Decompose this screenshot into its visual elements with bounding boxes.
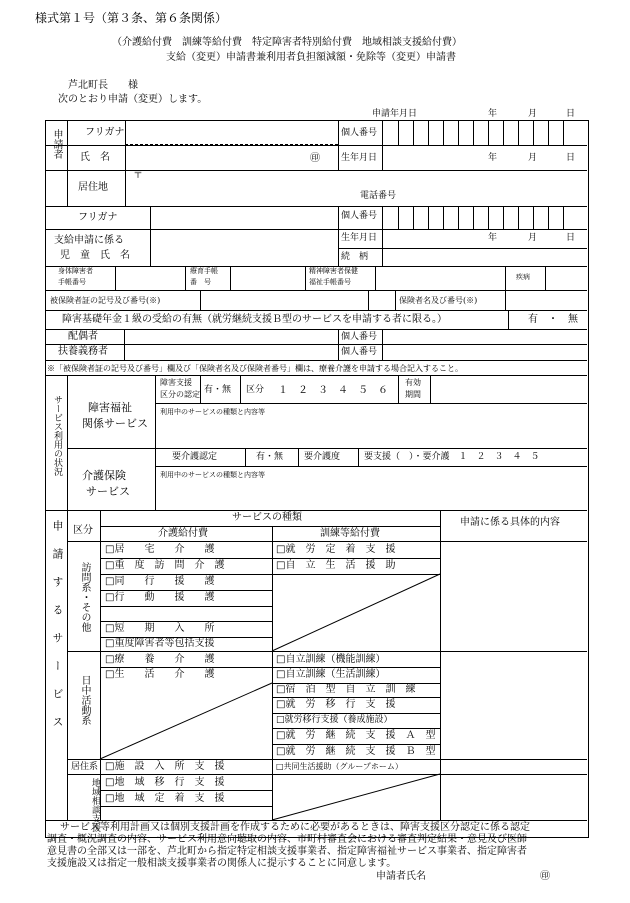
child-relation-label: 続 柄 bbox=[341, 252, 369, 262]
applicant-seal: ㊞ bbox=[310, 153, 320, 164]
intro-text: 次のとおり申請（変更）します。 bbox=[58, 94, 208, 105]
valid-period-2: 期間 bbox=[405, 390, 421, 399]
mental-notebook-2: 福祉手帳番号 bbox=[309, 278, 351, 286]
day-right-3[interactable]: □宿 泊 型 自 立 訓 練 bbox=[276, 684, 416, 695]
applicant-birth-label: 生年月日 bbox=[341, 153, 378, 163]
disease-label: 疾病 bbox=[516, 273, 530, 281]
consent-line-3: 意見書の全部又は一部を、芦北町から指定特定相談支援事業者、指定障害福祉サービス事業者、指定障害者 bbox=[47, 846, 527, 857]
spouse-personal-no-label: 個人番号 bbox=[341, 332, 378, 342]
form-id: 様式第１号（第３条、第６条関係） bbox=[35, 11, 228, 25]
care-umu: 有・無 bbox=[256, 452, 284, 462]
consent-line-4: 支援施設又は指定一般相談支援事業者の関係人に提示することに同意します。 bbox=[47, 858, 397, 869]
signer-label: 申請者氏名 bbox=[376, 871, 426, 882]
apply-kubun-head: 区分 bbox=[73, 525, 93, 536]
group-day: 日中活動系 bbox=[79, 675, 90, 725]
postal-mark: 〒 bbox=[133, 170, 143, 181]
day-right-4[interactable]: □就 労 移 行 支 援 bbox=[276, 699, 396, 710]
physical-notebook-2: 手帳番号 bbox=[58, 278, 86, 286]
day-item-1[interactable]: □療 養 介 護 bbox=[105, 654, 215, 665]
res-right[interactable]: □共同生活援助（グループホーム） bbox=[276, 762, 403, 771]
applicant-address-label: 居住地 bbox=[78, 182, 108, 193]
applicant-section-label: 申請者 bbox=[51, 129, 62, 159]
welfare-in-use-note: 利用中のサービスの種類と内容等 bbox=[160, 408, 265, 416]
child-label-1: 支給申請に係る bbox=[54, 235, 124, 246]
apply-year: 年 bbox=[488, 109, 498, 119]
ryoiku-notebook-1: 療育手帳 bbox=[190, 267, 218, 275]
insurer-no-label: 保険者名及び番号(※) bbox=[399, 296, 478, 305]
applicant-name-label: 氏 名 bbox=[80, 152, 110, 163]
res-left[interactable]: □施 設 入 所 支 援 bbox=[105, 761, 225, 772]
care-level-label: 要介護度 bbox=[304, 452, 341, 462]
care-support-levels: 要支援（ ）・要介護 １ ２ ３ ４ ５ bbox=[364, 452, 540, 462]
kubun-label-1: 障害支援 bbox=[160, 378, 192, 387]
group-residence: 居住系 bbox=[71, 762, 99, 772]
title-line-2: 支給（変更）申請書兼利用者負担額減額・免除等（変更）申請書 bbox=[166, 52, 456, 63]
detail-head: 申請に係る具体的内容 bbox=[460, 517, 560, 528]
applicant-furigana-label: フリガナ bbox=[85, 127, 125, 138]
care-cert-label: 要介護認定 bbox=[172, 452, 218, 462]
physical-notebook-1: 身体障害者 bbox=[58, 267, 93, 275]
day-right-6[interactable]: □就 労 継 続 支 援 Ａ 型 bbox=[276, 730, 436, 741]
insured-no-label: 被保険者証の記号及び番号(※) bbox=[50, 296, 161, 305]
day-right-1[interactable]: □自立訓練（機能訓練） bbox=[276, 654, 386, 665]
child-birth-day: 日 bbox=[566, 233, 576, 243]
title-line-1: （介護給付費 訓練等給付費 特定障害者特別給付費 地域相談支援給付費） bbox=[112, 37, 462, 48]
applicant-birth-day: 日 bbox=[566, 153, 576, 163]
apply-day: 日 bbox=[566, 109, 576, 119]
visit-item-1[interactable]: □居 宅 介 護 bbox=[105, 544, 215, 555]
visit-item-7[interactable]: □重度障害者等包括支援 bbox=[105, 638, 215, 649]
visit-item-3[interactable]: □同 行 援 護 bbox=[105, 576, 215, 587]
consent-line-2: 調査・概況調査の内容、サービス利用意向聴取の内容、市町村審査会における審査判定結果・意見及び医師 bbox=[47, 834, 527, 845]
day-right-7[interactable]: □就 労 継 続 支 援 Ｂ 型 bbox=[276, 746, 436, 757]
mental-notebook-1: 精神障害者保健 bbox=[309, 267, 358, 275]
care-in-use-note: 利用中のサービスの種類と内容等 bbox=[160, 471, 265, 479]
apply-month: 月 bbox=[528, 109, 538, 119]
pension-label: 障害基礎年金１級の受給の有無（就労継続支援Ｂ型のサービスを申請する者に限る。） bbox=[62, 314, 447, 325]
visit-right-2[interactable]: □自 立 生 活 援 助 bbox=[276, 560, 396, 571]
comm-item-1[interactable]: □地 域 移 行 支 援 bbox=[105, 777, 225, 788]
care-label-1: 介護保険 bbox=[82, 469, 126, 482]
day-item-2[interactable]: □生 活 介 護 bbox=[105, 669, 215, 680]
child-furigana-label: フリガナ bbox=[78, 212, 118, 223]
service-types-head: サービスの種類 bbox=[232, 512, 302, 523]
visit-item-2[interactable]: □重 度 訪 問 介 護 bbox=[105, 560, 225, 571]
day-right-5[interactable]: □就労移行支援（養成施設） bbox=[276, 715, 393, 725]
kaigo-head: 介護給付費 bbox=[158, 528, 208, 539]
pension-yes-no: 有 ・ 無 bbox=[528, 314, 578, 325]
supporter-personal-no-label: 個人番号 bbox=[341, 347, 378, 357]
addressee: 芦北町長 様 bbox=[68, 80, 138, 91]
care-label-2: サービス bbox=[86, 485, 130, 498]
applicant-birth-month: 月 bbox=[528, 153, 538, 163]
kubun-umu: 有・無 bbox=[204, 385, 232, 395]
apply-side-label: 申請するサービス bbox=[51, 520, 64, 744]
applicant-birth-year: 年 bbox=[488, 153, 498, 163]
supporter-label: 扶養義務者 bbox=[58, 346, 108, 357]
applicant-personal-no-label: 個人番号 bbox=[341, 128, 378, 138]
signer-seal: ㊞ bbox=[540, 871, 550, 882]
apply-date-label: 申請年月日 bbox=[372, 109, 418, 119]
visit-item-6[interactable]: □短 期 入 所 bbox=[105, 623, 215, 634]
child-birth-label: 生年月日 bbox=[341, 233, 378, 243]
visit-item-4[interactable]: □行 動 援 護 bbox=[105, 592, 215, 603]
group-visit: 訪問系・その他 bbox=[79, 562, 90, 632]
visit-right-1[interactable]: □就 労 定 着 支 援 bbox=[276, 544, 396, 555]
consent-line-1: サービス等利用計画又は個別支援計画を作成するために必要があるときは、障害支援区分認定に係る認定 bbox=[60, 822, 530, 833]
child-birth-month: 月 bbox=[528, 233, 538, 243]
kunren-head: 訓練等給付費 bbox=[320, 528, 380, 539]
child-birth-year: 年 bbox=[488, 233, 498, 243]
group-community-1: 地域相談支援 bbox=[90, 778, 100, 832]
kubun-label-2: 区分の認定 bbox=[160, 390, 200, 399]
child-personal-no-label: 個人番号 bbox=[341, 211, 378, 221]
welfare-label-1: 障害福祉 bbox=[88, 401, 132, 414]
usage-side-label: サービス利用の状況 bbox=[52, 395, 62, 476]
day-right-2[interactable]: □自立訓練（生活訓練） bbox=[276, 669, 386, 680]
child-label-2: 児 童 氏 名 bbox=[60, 250, 130, 261]
comm-item-2[interactable]: □地 域 定 着 支 援 bbox=[105, 793, 225, 804]
kubun-values: １ ２ ３ ４ ５ ６ bbox=[278, 385, 388, 396]
kubun-word: 区分 bbox=[246, 385, 265, 395]
applicant-phone-label: 電話番号 bbox=[360, 191, 397, 201]
valid-period-1: 有効 bbox=[405, 378, 421, 387]
ryoiku-notebook-2: 番 号 bbox=[190, 278, 211, 286]
spouse-label: 配偶者 bbox=[68, 331, 98, 342]
star-note: ※「被保険者証の記号及び番号」欄及び「保険者名及び保険者番号」欄は、療養介護を申請する場合記入すること。 bbox=[47, 364, 463, 373]
welfare-label-2: 関係サービス bbox=[82, 417, 148, 430]
